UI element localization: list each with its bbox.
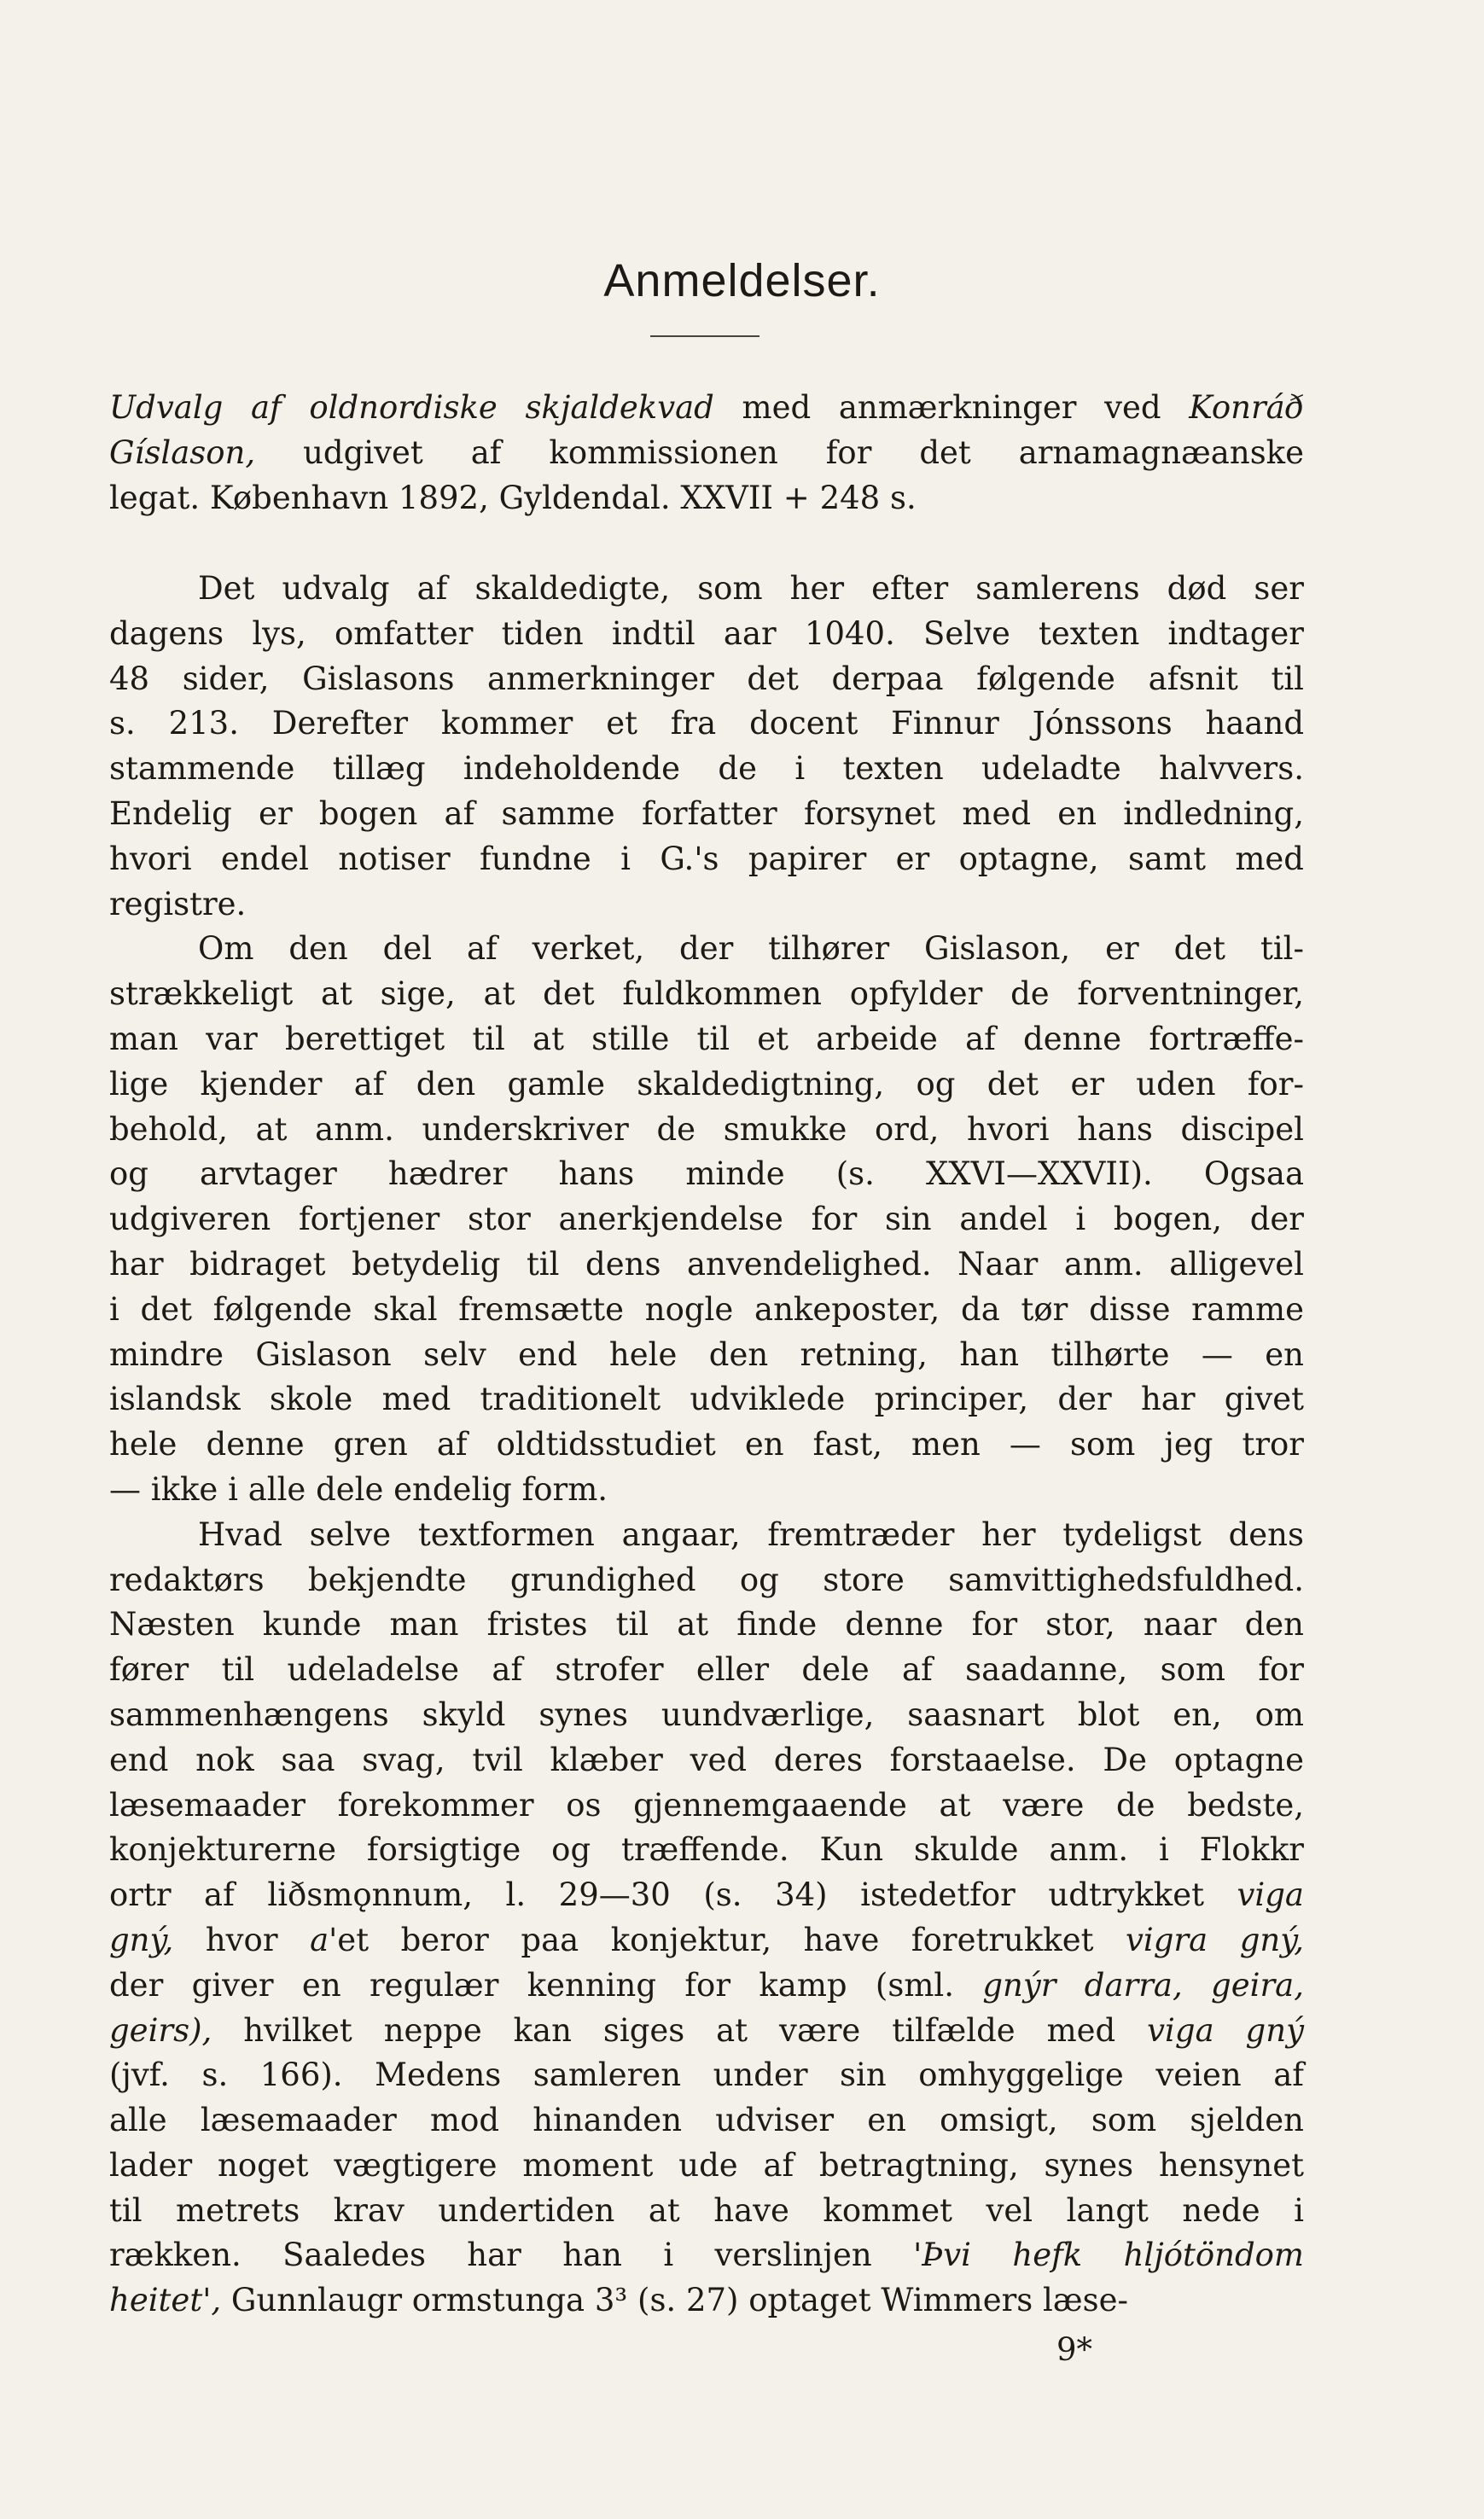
italic-text: geirs), [109,2011,212,2049]
italic-text: Gíslason, [109,433,256,471]
text-line: Om den del af verket, der tilhører Gislason, er det til- [198,930,1304,968]
text-line: islandsk skole med traditionelt udviklede principer, der har givet [109,1381,1304,1418]
text-line: redaktørs bekjendte grundighed og store samvittighedsfuldhed. [109,1561,1304,1598]
text-line [109,2278,1304,2324]
text-line: hele denne gren af oldtidsstudiet en fast, men — som jeg tror [109,1426,1304,1463]
text-line: Endelig er bogen af samme forfatter forsynet med en indledning, [109,794,1304,832]
italic-text: vigra gný, [1126,1921,1304,1958]
italic-text: Udvalg af oldnordiske skjaldekvad [109,389,714,426]
text-run: legat. København 1892, Gyldendal. XXVII + 248 s. [109,479,917,516]
citation-line [109,431,1304,476]
text-line: alle læsemaader mod hinanden udviser en omsigt, som sjelden [109,2102,1304,2139]
text-run: hvilket neppe kan siges at være tilfælde med [212,2011,1148,2049]
text-run: udgivet af kommissionen for det arnamagnæanske [255,433,1304,471]
text-line: hvori endel notiser fundne i G.'s papirer er optagne, samt med [109,840,1304,877]
text-line [109,1963,1304,2009]
text-run: rækken. Saaledes har han i verslinjen [109,2237,914,2274]
text-line: i det følgende skal fremsætte nogle ankeposter, da tør disse ramme [109,1290,1304,1328]
signature-mark: 9* [1056,2331,1093,2368]
italic-text: Konráð [1189,389,1304,426]
book-citation [109,386,1304,521]
title-divider [650,335,759,337]
text-line: og arvtager hædrer hans minde (s. XXVI—XXVII). Ogsaa [109,1155,1304,1193]
text-line: lader noget vægtigere moment ude af betragtning, synes hensynet [109,2146,1304,2184]
text-line [109,2233,1304,2278]
text-line: dagens lys, omfatter tiden indtil aar 1040. Selve texten indtager [109,614,1304,652]
text-line [109,2009,1304,2054]
text-line: end nok saa svag, tvil klæber ved deres forstaaelse. De optagne [109,1741,1304,1778]
text-line: registre. [109,885,247,922]
text-line: har bidraget betydelig til dens anvendelighed. Naar anm. alligevel [109,1245,1304,1283]
text-line: mindre Gislason selv end hele den retning, han tilhørte — en [109,1335,1304,1373]
text-run: med anmærkninger ved [713,389,1190,426]
text-run: Gunnlaugr ormstunga 3³ (s. 27) optaget Wimmers læse- [221,2282,1129,2319]
italic-text: gnýr darra, geira, [982,1966,1304,2004]
review-body [109,567,1304,2324]
text-line: Næsten kunde man fristes til at finde denne for stor, naar den [109,1606,1304,1643]
text-line: stammende tillæg indeholdende de i texten udeladte halvvers. [109,750,1304,788]
text-line: til metrets krav undertiden at have kommet vel langt nede i [109,2191,1304,2229]
text-line: — ikke i alle dele endelig form. [109,1470,608,1508]
text-line [109,1918,1304,1963]
text-line: læsemaader forekommer os gjennemgaaende at være de bedste, [109,1786,1304,1824]
page-title: Anmeldelser. [603,255,881,307]
text-line: (jvf. s. 166). Medens samleren under sin omhyggelige veien af [109,2057,1304,2094]
text-line: lige kjender af den gamle skaldedigtning, og det er uden for- [109,1065,1304,1102]
text-line: sammenhængens skyld synes uundværlige, saasnart blot en, om [109,1696,1304,1733]
italic-text: a [310,1921,329,1958]
italic-text: heitet', [109,2282,222,2319]
italic-text: viga [1237,1876,1304,1914]
text-line: udgiveren fortjener stor anerkjendelse for sin andel i bogen, der [109,1201,1304,1238]
italic-text: viga gný [1147,2011,1304,2049]
italic-text: gný, [109,1921,174,1958]
text-line: Det udvalg af skaldedigte, som her efter samlerens død ser [198,570,1304,607]
text-line: behold, at anm. underskriver de smukke ord, hvori hans discipel [109,1110,1304,1148]
citation-line [109,476,1304,521]
text-line: konjekturerne forsigtige og træffende. Kun skulde anm. i Flokkr [109,1831,1304,1869]
text-line: s. 213. Derefter kommer et fra docent Finnur Jónssons haand [109,705,1304,742]
text-line: strækkeligt at sige, at det fuldkommen opfylder de forventninger, [109,975,1304,1013]
text-line: Hvad selve textformen angaar, fremtræder her tydeligst dens [198,1515,1304,1553]
text-run: ortr af liðsmǫnnum, l. 29—30 (s. 34) istedetfor udtrykket [109,1876,1237,1914]
citation-line [109,386,1304,431]
text-run: der giver en regulær kenning for kamp (sml. [109,1966,983,2004]
text-line: man var berettiget til at stille til et arbeide af denne fortræffe- [109,1020,1304,1057]
text-run: 'et beror paa konjektur, have foretrukket [329,1921,1126,1958]
text-line: fører til udeladelse af strofer eller dele af saadanne, som for [109,1651,1304,1689]
text-line: 48 sider, Gislasons anmerkninger det derpaa følgende afsnit til [109,660,1304,697]
text-line [109,1873,1304,1918]
text-run: hvor [173,1921,311,1958]
italic-text: 'Þvi hefk hljótöndom [913,2237,1304,2274]
